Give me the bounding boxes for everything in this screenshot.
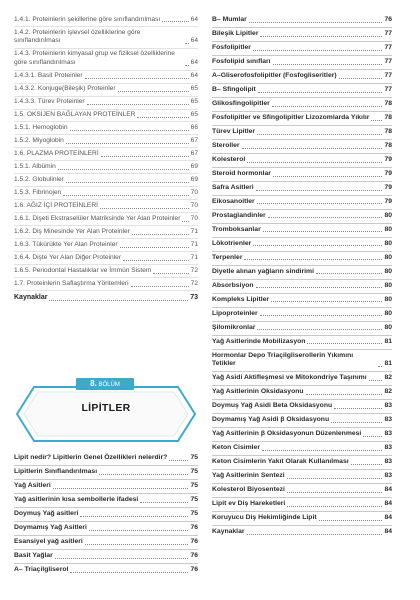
dot-leader	[185, 65, 189, 66]
dot-leader	[258, 92, 383, 93]
toc-page-number: 77	[384, 58, 392, 66]
toc-entry-title: B– Mumlar	[212, 16, 247, 24]
toc-page-number: 75	[190, 482, 198, 490]
toc-page-number: 77	[384, 72, 392, 80]
dot-leader	[120, 247, 189, 248]
toc-entry-title: 1.7. Proteinlerin Saflaştırma Yöntemleri	[14, 279, 129, 287]
toc-page-number: 75	[190, 468, 198, 476]
toc-page-number: 75	[190, 510, 198, 518]
toc-entry[interactable]	[212, 140, 392, 154]
toc-entry[interactable]	[14, 148, 198, 161]
toc-entry[interactable]	[212, 70, 392, 84]
toc-entry[interactable]	[14, 84, 198, 97]
toc-entry[interactable]	[14, 122, 198, 135]
dot-leader	[85, 544, 189, 545]
toc-entry-title: Glikosfingolipitler	[212, 100, 270, 108]
dot-leader	[89, 530, 189, 531]
toc-entry[interactable]	[14, 480, 198, 494]
toc-page-number: 79	[384, 156, 392, 164]
toc-entry-title: Safra Asitleri	[212, 184, 254, 191]
dot-leader	[247, 534, 383, 535]
toc-page-number: 65	[190, 111, 198, 119]
toc-page-number: 75	[190, 454, 198, 462]
dot-leader	[306, 394, 383, 395]
toc-entry[interactable]	[14, 14, 198, 27]
toc-entry-title: Kolesterol	[212, 156, 246, 164]
dot-leader	[319, 520, 383, 521]
toc-entry[interactable]	[14, 265, 198, 278]
toc-entry-title: Kaynaklar	[212, 528, 245, 536]
toc-entry-title: Lipit nedir? Lipitlerin Genel Özellikleri nelerdir?	[14, 454, 168, 462]
dot-leader	[53, 488, 189, 489]
dot-leader	[271, 301, 382, 302]
toc-entry[interactable]	[212, 336, 392, 350]
toc-entry[interactable]	[212, 238, 392, 252]
toc-entry[interactable]	[14, 536, 198, 550]
toc-lipids-right	[212, 14, 392, 539]
toc-page-number: 84	[384, 486, 392, 494]
toc-page-number: 78	[384, 142, 392, 150]
dot-leader	[253, 245, 382, 246]
toc-entry[interactable]	[14, 97, 198, 110]
toc-page-number: 80	[384, 211, 392, 219]
dot-leader	[334, 408, 382, 409]
toc-entry-title: 1.6.3. Tükürükte Yer Alan Proteinler	[14, 240, 118, 248]
toc-page-number: 76	[190, 552, 198, 560]
toc-entry[interactable]	[212, 470, 392, 484]
toc-entry[interactable]	[212, 350, 392, 372]
toc-entry-title: Keton Cisimler	[212, 444, 260, 452]
toc-entry-title: Şilomikronlar	[212, 323, 256, 331]
dot-leader	[316, 273, 382, 274]
toc-entry[interactable]	[212, 28, 392, 42]
dot-leader	[339, 78, 383, 79]
toc-entry[interactable]	[212, 56, 392, 70]
dot-leader	[378, 366, 382, 367]
dot-leader	[256, 287, 383, 288]
toc-entry[interactable]	[212, 308, 392, 322]
toc-page-number: 80	[384, 295, 392, 303]
dot-leader	[66, 143, 189, 144]
toc-entry[interactable]	[212, 266, 392, 280]
toc-page-number: 69	[190, 176, 198, 184]
dot-leader	[331, 422, 382, 423]
toc-entry[interactable]	[212, 252, 392, 266]
toc-entry[interactable]	[212, 512, 392, 526]
chapter-banner	[14, 378, 198, 444]
toc-entry-title: 1.4.3. Proteinlerin kimyasal grup ve fiziksel özelliklerine göre sınıflandırılması	[14, 50, 175, 67]
toc-page-number: 81	[384, 360, 392, 368]
toc-entry-title: Tromboksanlar	[212, 225, 261, 233]
toc-entry[interactable]	[14, 452, 198, 466]
toc-entry-title: Terpenler	[212, 253, 243, 261]
dot-leader	[247, 162, 382, 163]
toc-entry[interactable]	[14, 49, 198, 71]
toc-entry[interactable]	[212, 428, 392, 442]
toc-entry-title: 1.5.1. Hemoglobin	[14, 124, 68, 132]
toc-entry-title: Yağ Asidi Aktifleşmesi ve Mitokondriye Taşınımı	[212, 374, 367, 382]
chapter-title: LİPİTLER	[81, 402, 131, 414]
toc-page-number: 64	[190, 59, 198, 67]
toc-page-number: 70	[190, 201, 198, 209]
dot-leader	[273, 64, 383, 65]
toc-page-number: 71	[190, 240, 198, 248]
toc-page-number: 71	[190, 227, 198, 235]
toc-entry-title: Steroller	[212, 142, 240, 150]
toc-page-number: 67	[190, 137, 198, 145]
toc-entry[interactable]	[14, 564, 198, 577]
toc-entry[interactable]	[14, 291, 198, 304]
toc-entry[interactable]	[212, 224, 392, 238]
toc-page-number: 82	[384, 388, 392, 396]
dot-leader	[70, 130, 189, 131]
toc-page-number: 65	[190, 98, 198, 106]
dot-leader	[244, 259, 382, 260]
toc-page-number: 70	[190, 189, 198, 196]
toc-page-number: 81	[384, 337, 392, 345]
toc-entry-title: Absorbsiyon	[212, 281, 254, 289]
dot-leader	[351, 464, 383, 465]
dot-leader	[137, 117, 188, 118]
toc-entry-title: 1.6.4. Dişte Yer Alan Diğer Proteinler	[14, 253, 122, 261]
toc-entry-title: Doymamış Yağ Asidi β Oksidasyonu	[212, 416, 330, 424]
toc-entry-title: Steroid hormonlar	[212, 170, 271, 178]
toc-entry[interactable]	[212, 442, 392, 456]
chapter-number: 8.	[90, 379, 97, 388]
toc-entry[interactable]	[212, 322, 392, 336]
dot-leader	[363, 436, 382, 437]
dot-leader	[162, 21, 188, 22]
dot-leader	[369, 380, 383, 381]
toc-entry[interactable]	[14, 27, 198, 49]
dot-leader	[63, 195, 188, 196]
toc-page-number: 78	[384, 100, 392, 108]
toc-page-number: 80	[384, 323, 392, 331]
dot-leader	[118, 91, 189, 92]
toc-entry-title: Basit Yağlar	[14, 552, 53, 560]
dot-leader	[257, 134, 382, 135]
toc-entry[interactable]	[212, 126, 392, 140]
toc-page-number: 64	[190, 72, 198, 80]
toc-page-number: 65	[190, 85, 198, 93]
toc-page-number: 83	[384, 472, 392, 480]
toc-entry-title: 1.5. OKSİJEN BAĞLAYAN PROTEİNLER	[14, 111, 136, 119]
toc-page-number: 79	[384, 197, 392, 205]
dot-leader	[123, 260, 189, 261]
toc-entry-title: Keton Cisimlerin Yakıt Olarak Kullanılması	[212, 458, 349, 466]
toc-entry[interactable]	[14, 252, 198, 265]
dot-leader	[260, 36, 382, 37]
toc-entry[interactable]	[14, 71, 198, 84]
toc-entry-title: A–Gliserofosfolipitler (Fosfogliseritler)	[212, 72, 337, 80]
toc-page-number: 73	[190, 294, 198, 302]
dot-leader	[257, 203, 383, 204]
toc-entry-title: 1.6.5. Periodontal Hastalıklar ve İmmün Sistem	[14, 266, 152, 274]
toc-entry[interactable]	[14, 187, 198, 200]
toc-page-number: 83	[384, 458, 392, 466]
toc-entry-title: Doymuş Yağ asitleri	[14, 510, 79, 518]
toc-page-number: 79	[384, 184, 392, 191]
toc-page-number: 80	[384, 309, 392, 317]
toc-entry[interactable]	[212, 182, 392, 196]
toc-page-number: 84	[384, 500, 392, 508]
dot-leader	[287, 506, 382, 507]
toc-entry[interactable]	[212, 484, 392, 498]
toc-page-number: 71	[190, 253, 198, 261]
toc-entry-title: Yağ Asitlerinde Mobilizasyon	[212, 337, 306, 345]
dot-leader	[263, 231, 383, 232]
toc-entry-title: 1.4.3.3. Türev Proteinler	[14, 98, 85, 106]
chapter-badge	[76, 378, 134, 390]
chapter-word: BÖLÜM	[98, 382, 120, 388]
toc-entry[interactable]	[212, 372, 392, 386]
toc-entry-title: Kolesterol Biyosentezi	[212, 486, 285, 494]
toc-entry-title: Yağ Asitlerinin β Oksidasyonun Düzenlenmesi	[212, 430, 362, 438]
toc-entry-title: Lökotrienler	[212, 239, 252, 247]
toc-entry[interactable]	[212, 386, 392, 400]
toc-entry[interactable]	[212, 168, 392, 182]
toc-entry[interactable]	[14, 161, 198, 174]
toc-page-number: 83	[384, 444, 392, 452]
toc-entry[interactable]	[14, 550, 198, 564]
dot-leader	[307, 343, 382, 344]
dot-leader	[87, 104, 189, 105]
toc-entry[interactable]	[212, 414, 392, 428]
toc-entry-title: 1.4.3.2. Konjuge(Bileşik) Proteinler	[14, 85, 116, 93]
toc-entry-title: 1.4.2. Proteinlerin işlevsel özelliklerine göre sınıflandırılması	[14, 28, 141, 45]
dot-leader	[268, 217, 383, 218]
toc-entry-title: Lipitlerin Sınıflandırılması	[14, 468, 98, 476]
dot-leader	[49, 300, 188, 301]
dot-leader	[249, 22, 383, 23]
dot-leader	[70, 572, 188, 573]
toc-page-number: 80	[384, 281, 392, 289]
dot-leader	[182, 221, 188, 222]
toc-entry[interactable]	[212, 280, 392, 294]
toc-entry-title: Doymuş Yağ Asidi Beta Oksidasyonu	[212, 402, 333, 410]
toc-page-number: 80	[384, 253, 392, 261]
toc-page-number: 69	[190, 163, 198, 171]
toc-entry-title: 1.6. AĞIZ İÇİ PROTEİNLERİ	[14, 201, 98, 209]
toc-entry[interactable]	[212, 14, 392, 28]
toc-page-number: 64	[190, 15, 198, 23]
toc-page-number: 72	[190, 279, 198, 287]
toc-entry[interactable]	[14, 213, 198, 226]
toc-entry-title: Yağ Asitleri	[14, 482, 51, 490]
toc-entry[interactable]	[14, 135, 198, 148]
toc-page-number: 77	[384, 44, 392, 52]
toc-page-number: 83	[384, 416, 392, 424]
toc-entry[interactable]	[212, 498, 392, 512]
toc-entry-title: Esansiyel yağ asitleri	[14, 538, 83, 546]
toc-entry[interactable]	[212, 526, 392, 539]
toc-entry-title: Türev Lipitler	[212, 128, 256, 136]
toc-entry[interactable]	[212, 112, 392, 126]
toc-entry-title: 1.5.2. Miyoglobin	[14, 137, 64, 145]
toc-entry-title: Fosfolipitler ve Sfingolipitler Lizozomlarda Yıkılır	[212, 114, 370, 122]
dot-leader	[287, 478, 383, 479]
toc-page-number: 76	[190, 566, 198, 574]
toc-entry-title: Eikosanoitler	[212, 197, 255, 205]
dot-leader	[287, 492, 383, 493]
toc-lipids-left	[14, 452, 198, 577]
toc-entry[interactable]	[212, 98, 392, 112]
toc-entry-title: Lipit ev Diş Hareketleri	[212, 500, 286, 508]
toc-entry-title: Hormonlar Depo Triaçilgliserollerin Yıkımını Tetikler	[212, 351, 354, 368]
toc-entry-title: Yağ asitlerinin kısa sembollerle ifadesi	[14, 496, 139, 504]
toc-proteins-section	[14, 14, 198, 305]
toc-entry-title: B– Sfingolipit	[212, 86, 256, 94]
toc-entry-title: Fosfolipid sınıfları	[212, 58, 271, 66]
toc-entry-title: Prostaglandinler	[212, 211, 266, 219]
toc-page-number: 80	[384, 239, 392, 247]
dot-leader	[132, 234, 189, 235]
toc-page-number: 78	[384, 128, 392, 136]
toc-entry-title: Kompleks Lipitler	[212, 295, 270, 303]
toc-entry[interactable]	[14, 494, 198, 508]
toc-page-number: 80	[384, 225, 392, 233]
toc-page-number: 83	[384, 430, 392, 438]
dot-leader	[99, 474, 188, 475]
toc-entry-title: Diyetle alınan yağların sindirimi	[212, 267, 314, 275]
toc-entry[interactable]	[212, 154, 392, 168]
toc-entry[interactable]	[14, 239, 198, 252]
toc-entry-title: Koruyucu Diş Hekimliğinde Lipit	[212, 514, 317, 522]
dot-leader	[185, 43, 189, 44]
dot-leader	[260, 315, 383, 316]
dot-leader	[273, 176, 383, 177]
toc-entry-title: 1.5.1. Albümin	[14, 163, 56, 171]
toc-entry[interactable]	[212, 42, 392, 56]
toc-page-number: 84	[384, 528, 392, 536]
toc-entry[interactable]	[14, 278, 198, 291]
toc-page-number: 76	[384, 16, 392, 24]
toc-page-number: 67	[190, 150, 198, 158]
toc-entry[interactable]	[212, 196, 392, 210]
toc-entry-title: A– Triaçilgliserol	[14, 566, 69, 574]
toc-page-number: 72	[190, 266, 198, 274]
toc-page-number: 77	[384, 30, 392, 38]
toc-entry-title: 1.4.3.1. Basit Proteinler	[14, 72, 83, 80]
dot-leader	[85, 78, 189, 79]
toc-entry[interactable]	[14, 466, 198, 480]
hexagon-frame	[16, 386, 196, 442]
dot-leader	[257, 329, 382, 330]
toc-entry[interactable]	[14, 522, 198, 536]
toc-entry-title: Doymamış Yağ Asitleri	[14, 524, 87, 532]
toc-entry[interactable]	[212, 84, 392, 98]
toc-entry-title: 1.4.1. Proteinlerin şekillerine göre sınıflandırılması	[14, 15, 161, 23]
dot-leader	[272, 106, 383, 107]
toc-entry-title: 1.5.2. Globulinler	[14, 176, 64, 184]
toc-entry[interactable]	[212, 400, 392, 414]
toc-page-number: 78	[384, 114, 392, 122]
toc-page-number: 82	[384, 374, 392, 382]
dot-leader	[371, 120, 382, 121]
toc-page-number: 76	[190, 538, 198, 546]
dot-leader	[55, 558, 189, 559]
toc-page-number: 70	[190, 214, 198, 222]
toc-entry-title: 1.5.3. Fibrinojen	[14, 189, 62, 196]
toc-entry-title: Yağ Asitlerinin Sentezi	[212, 472, 285, 480]
toc-entry[interactable]	[14, 110, 198, 123]
dot-leader	[262, 450, 382, 451]
dot-leader	[256, 190, 383, 191]
toc-page-number: 79	[384, 170, 392, 178]
toc-entry-title: Bileşik Lipitler	[212, 30, 259, 38]
toc-entry[interactable]	[212, 456, 392, 470]
dot-leader	[101, 156, 189, 157]
toc-page-number: 76	[190, 524, 198, 532]
toc-page-number: 66	[190, 124, 198, 132]
dot-leader	[58, 169, 189, 170]
toc-entry[interactable]	[14, 226, 198, 239]
toc-entry-title: 1.6. PLAZMA PROTEİNLERİ	[14, 150, 99, 158]
dot-leader	[242, 148, 383, 149]
toc-entry-title: Kaynaklar	[14, 294, 48, 302]
toc-entry[interactable]	[14, 174, 198, 187]
toc-page-number: 80	[384, 267, 392, 275]
dot-leader	[253, 50, 383, 51]
toc-page-number: 75	[190, 496, 198, 504]
toc-page-number: 77	[384, 86, 392, 94]
toc-entry-title: Yağ Asitlerinin Oksidasyonu	[212, 388, 304, 396]
toc-entry[interactable]	[14, 508, 198, 522]
dot-leader	[100, 208, 189, 209]
dot-leader	[66, 182, 189, 183]
toc-page-number: 84	[384, 514, 392, 522]
toc-page-number: 64	[190, 37, 198, 45]
toc-page-number: 83	[384, 402, 392, 410]
toc-entry[interactable]	[212, 210, 392, 224]
toc-entry-title: Fosfolipitler	[212, 44, 251, 52]
dot-leader	[153, 273, 188, 274]
dot-leader	[131, 286, 189, 287]
toc-entry[interactable]	[212, 294, 392, 308]
dot-leader	[140, 502, 188, 503]
toc-entry[interactable]	[14, 200, 198, 213]
toc-entry-title: 1.6.2. Diş Minesinde Yer Alan Proteinler	[14, 227, 130, 235]
dot-leader	[80, 516, 188, 517]
toc-entry-title: 1.6.1. Dişeti Ekstraselüler Matriksinde Yer Alan Proteinler	[14, 214, 181, 222]
toc-entry-title: Lipoproteinler	[212, 309, 258, 317]
dot-leader	[169, 460, 188, 461]
